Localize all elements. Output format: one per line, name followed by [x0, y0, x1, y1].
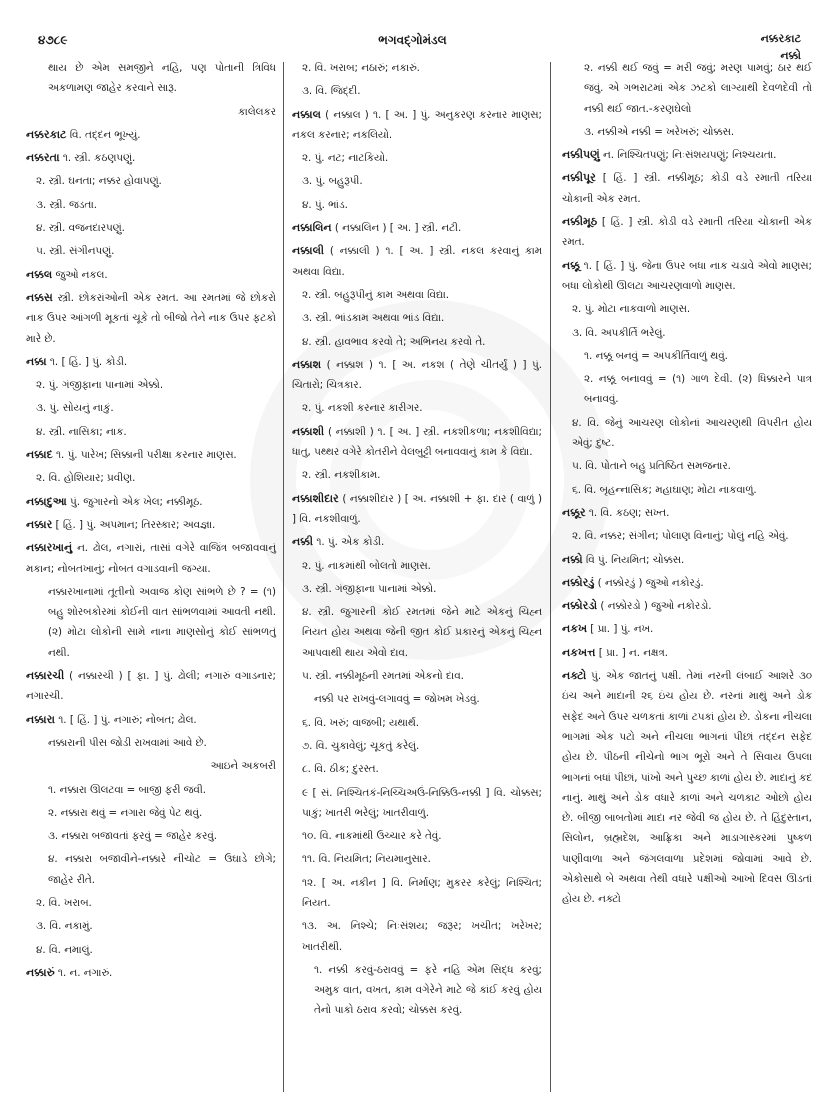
definition-text: ૬. વિ. બૃહન્નાસિક; મહાઘાણ; મોટા નાકવાળું. — [572, 483, 757, 496]
definition-text: ૨. નક્કી થઈ જવું = મરી જવું; મરણ પામવું; ઠાર થઈ જવું. એ ગભરાટમાં એક ઝટકો લાગ્યાથી દેવળદેવી તો નક્કી થઈ જાત.-કરણઘેલો — [584, 62, 812, 115]
headword: નક્ટો — [562, 669, 587, 683]
definition-text: ૧. વિ. કઠણ; સખ્ત. — [585, 506, 670, 519]
column-divider — [550, 62, 551, 1092]
entry-sense — [292, 916, 542, 957]
entry-sense — [26, 849, 276, 890]
dictionary-entry — [26, 538, 276, 579]
dictionary-entry — [562, 550, 812, 570]
entry-sense — [26, 756, 276, 776]
definition-text: [ પ્રા. ] ન. નક્ષત્ર. — [595, 646, 668, 659]
definition-text: ૩. વિ. અપકીર્તિ ભરેલું. — [572, 326, 666, 339]
dictionary-entry — [562, 256, 812, 297]
definition-text: ૩. સ્ત્રી. જડતા. — [36, 198, 98, 211]
definition-text: ૪. પું. ભાંડ. — [302, 198, 348, 211]
entry-sense — [26, 171, 276, 191]
entry-sense — [562, 323, 812, 343]
definition-text: [ હિં. ] સ્ત્રી. કોડી વડે રમાતી તરિયા ચોકાની એક રમત. — [562, 216, 812, 249]
column-1 — [26, 58, 276, 986]
dictionary-entry — [26, 265, 276, 285]
column-divider — [283, 62, 284, 1092]
definition-text: ૧. પું. પારેખ; સિક્કાની પરીક્ષા કરનાર માણસ. — [52, 449, 237, 462]
definition-text: ૫. સ્ત્રી. સંગીનપણું. — [36, 245, 115, 258]
definition-text: ૧. [ હિં. ] પું. નગારું; નોબત; ઢોલ. — [54, 713, 197, 726]
headword: નક્કરકાટ — [26, 127, 67, 141]
entry-sense — [292, 826, 542, 846]
definition-text: ૧. પું. એક કોડી. — [313, 536, 385, 549]
dictionary-entry — [562, 596, 812, 616]
entry-sense — [562, 122, 812, 142]
headword: નક્કીપણું — [562, 148, 600, 162]
definition-text: વિ. તદ્દન ભૂખ્યું. — [66, 128, 141, 141]
definition-text: ૩. નક્કારા બજાવતાં ફરવું = જાહેર કરવું. — [48, 830, 218, 843]
entry-sense — [292, 398, 542, 418]
definition-text: નક્કારખાનામાં તૂતીનો અવાજ કોણ સાંભળે છે ? = (૧) બહુ શોરબકોરમાં કોઈની વાત સાંભળવામાં આવતી નથી. (૨) મોટા લોકોની સામે નાના માણસોનું કોઈ સાંભળતું નથી. — [48, 585, 276, 659]
dictionary-entry — [26, 710, 276, 730]
headword: નક્કા — [26, 354, 47, 368]
entry-sense — [292, 736, 542, 756]
headword: નક્કાશ — [292, 357, 322, 371]
headword: નક્કાદુઆ — [26, 494, 67, 508]
dictionary-entry — [26, 352, 276, 372]
page-number: ૪૭૮૯ — [38, 33, 68, 47]
entry-sense — [26, 733, 276, 753]
definition-text: ૨. સ્ત્રી. નકશીકામ. — [302, 469, 381, 482]
definition-text: [ હિં. ] પું. અપમાન; તિરસ્કાર; અવજ્ઞા. — [52, 518, 216, 531]
definition-text: ૨. પું. ગંજીફાના પાનામાં એક્કો. — [36, 379, 164, 392]
entry-sense — [292, 849, 542, 869]
definition-text: ( નક્કાલ ) ૧. [ અ. ] પું. અનુકરણ કરનાર માણસ; નકલ કરનાર; નકલિયો. — [292, 108, 542, 141]
dictionary-entry — [26, 492, 276, 512]
definition-text: ૧. નક્કૂ બનવું = અપકીર્તિવાળું થવું. — [584, 349, 728, 362]
definition-text: ( નક્કારચી ) [ ફા. ] પું. ઢોલી; નગારું વગાડનાર; નગારચી. — [26, 670, 276, 703]
definition-text: ૧. નક્કી કરવું-ઠરાવવું = ફરે નહિ એમ સિદ્ધ કરવું; અમુક વાત, વખત, કામ વગેરેને માટે જે કાંઈ કરવું હોય તેનો પાકો ઠરાવ કરવો; ચોક્કસ કરવું. — [314, 963, 542, 1017]
entry-sense — [292, 81, 542, 101]
entry-sense — [562, 480, 812, 500]
definition-text: ૧. સ્ત્રી. કઠણપણું. — [59, 152, 136, 165]
dictionary-entry — [292, 422, 542, 463]
entry-sense — [292, 148, 542, 168]
headword: નક્કો — [562, 552, 583, 566]
definition-text: ૭. વિ. ચુકાવેલું; ચૂકતું કરેલું. — [302, 739, 420, 752]
dictionary-entry — [562, 666, 812, 910]
definition-text: ૨. પું. નટ; નાટકિયો. — [302, 152, 389, 165]
entry-sense — [562, 456, 812, 476]
column-3 — [562, 58, 812, 913]
dictionary-entry — [292, 241, 542, 282]
definition-text: ૧૦. વિ. નાકમાંથી ઉચ્ચાર કરે તેવું. — [302, 830, 442, 843]
definition-text: [ હિં. ] સ્ત્રી. નક્કીમૂઠ; કોડી વડે રમાતી તરિયા ચોકાની એક રમત. — [562, 172, 812, 205]
definition-text: ( નક્કાશ ) ૧. [ અ. નકશ ( તેણે ચીતર્યું ) ] પું. ચિતારો; ચિત્રકાર. — [292, 358, 542, 392]
definition-text: ન. નિશ્ચિતપણું; નિઃસંશયપણું; નિશ્ચયતા. — [599, 149, 777, 162]
entry-sense — [26, 58, 276, 99]
headword: નક્કસ — [26, 290, 53, 304]
entry-sense — [26, 940, 276, 960]
headword: નક્કારખાનું — [26, 541, 73, 555]
definition-text: ૫. સ્ત્રી. નક્કીમૂઠની રમતમાં એકનો દાવ. — [302, 670, 464, 683]
column-2 — [292, 58, 542, 1024]
dictionary-entry — [292, 355, 542, 396]
headword: નકખત્ત — [562, 645, 596, 659]
dictionary-entry — [292, 218, 542, 238]
entry-sense — [26, 375, 276, 395]
headword: નક્કારા — [26, 712, 55, 726]
definition-text: ૨. સ્ત્રી. બહુરૂપીનું કામ અથવા વિદ્યા. — [302, 288, 450, 301]
entry-sense — [26, 102, 276, 122]
entry-sense — [26, 893, 276, 913]
entry-sense — [562, 413, 812, 454]
definition-text: ( નક્કાશીદાર ) [ અ. નક્કાશી + ફા. દાર ( વાળું ) ] વિ. નકશીવાળું. — [292, 492, 542, 525]
entry-sense — [26, 582, 276, 663]
dictionary-entry — [26, 125, 276, 145]
dictionary-entry — [292, 105, 542, 146]
definition-text: કાલેલકર — [238, 105, 276, 118]
entry-sense — [292, 602, 542, 663]
definition-text: ૩. વિ. નકામું. — [36, 920, 93, 933]
definition-text: સ્ત્રી. છોકરાંઓની એક રમત. આ રમતમાં જે છોકરો નાક ઉપર આંગળી મૂકતાં ચૂકે તો બીજો તેને નાક ઉપર ફટકો મારે છે. — [26, 291, 276, 345]
definition-text: નક્કારાની પીસ જોડી રાખવામાં આવે છે. — [48, 736, 207, 749]
definition-text: ૪. સ્ત્રી. જુગારની કોઈ રમતમાં જેને માટે એકનું ચિહ્ન નિયત હોય અથવા જેની જીત કોઈ પ્રકારનું એકનું ચિહ્ન આપવાથી થાય એવો દાવ. — [302, 606, 542, 659]
definition-text: પું. જુગારનો એક ખેલ; નક્કીમૂઠ. — [66, 495, 203, 508]
headword: નક્કાશી — [292, 424, 325, 438]
headword: નક્કીમૂઠ — [562, 215, 598, 229]
page-header — [0, 0, 825, 62]
definition-text: ૨. સ્ત્રી. ઘનતા; નક્કર હોવાપણું. — [36, 175, 162, 188]
definition-text: આઇને અકબરી — [210, 760, 276, 773]
definition-text: ( નક્કાશી ) ૧. [ અ. ] સ્ત્રી. નકશીકળા; નકશીવિદ્યા; ધાતુ, પથ્થર વગેરે કોતરીને વેલબુટ્ટી બનાવવાનું કામ કે વિદ્યા. — [292, 425, 542, 459]
dictionary-entry — [26, 288, 276, 349]
headword: નક્કાલી — [292, 244, 325, 258]
dictionary-entry — [562, 212, 812, 253]
definition-text: ન. ઢોલ, નગારાં, તાસાં વગેરે વાજિંત્ર બજાવવાનું મકાન; નોબતખાનું; નોબત વગાડવાની જગ્યા. — [26, 542, 276, 575]
entry-sense — [26, 218, 276, 238]
entry-sense — [26, 398, 276, 418]
headword: નક્કૂ — [562, 258, 580, 272]
headword: નક્કાલ — [292, 107, 321, 121]
headword: નકખ — [562, 622, 588, 636]
definition-text: ૨. વિ. નક્કર; સંગીન; પોલાણ વિનાનું; પોલું નહિ એવું. — [572, 530, 789, 543]
definition-text: ૫. વિ. પોતાને બહુ પ્રતિષ્ઠિત સમજનાર. — [572, 460, 731, 473]
headword: નક્કરતા — [26, 151, 60, 165]
definition-text: ૨. વિ. ખરાબ. — [36, 896, 92, 909]
definition-text: ( નક્કાલિન ) [ અ. ] સ્ત્રી. નટી. — [331, 222, 462, 235]
definition-text: ૩. પું. બહુરૂપી. — [302, 175, 363, 188]
definition-text: ૪. નક્કારા બજાવીને-નક્કારે નીચોટ = ઉઘાડે છોગે; જાહેર રીતે. — [48, 853, 276, 886]
entry-sense — [292, 783, 542, 824]
entry-sense — [562, 346, 812, 366]
headword: નક્કારું — [26, 965, 55, 979]
definition-text: ૧૩. અ. નિશ્ચે; નિઃસંશય; જરૂર; ખચીત; ખરેખર; ખાતરીથી. — [302, 920, 542, 953]
definition-text: ( નક્કાલી ) ૧. [ અ. ] સ્ત્રી. નકલ કરવાનું કામ અથવા વિદ્યા. — [292, 245, 542, 278]
entry-sense — [26, 422, 276, 442]
entry-sense — [292, 308, 542, 328]
dictionary-entry — [26, 963, 276, 983]
entry-sense — [26, 241, 276, 261]
definition-text: ૨. નક્કૂ બનાવવું = (૧) ગાળ દેવી. (૨) ધિક્કારને પાત્ર બનાવવું. — [584, 373, 812, 406]
guide-word-last: નક્કો — [780, 49, 801, 62]
definition-text: ૧. નક્કારા ઊલટવા = બાજી ફરી જવી. — [48, 783, 207, 796]
entry-sense — [562, 369, 812, 410]
headword: નક્કાલિન — [292, 221, 332, 235]
definition-text: ૧૧. વિ. નિયમિત; નિયમાનુસાર. — [302, 853, 431, 866]
definition-text: ૨. વિ. ખરાબ; નઠારું; નકારું. — [302, 62, 420, 74]
definition-text: ૨. પું. નાકમાંથી બોલતો માણસ. — [302, 559, 431, 572]
definition-text: ૩. પું. સોયનું નાકું. — [36, 402, 114, 415]
dictionary-entry — [562, 503, 812, 523]
dictionary-entry — [26, 666, 276, 707]
definition-text: જુઓ નકલ. — [52, 268, 108, 281]
entry-sense — [26, 468, 276, 488]
definition-text: ૨. નક્કારા થવું = નગારા જેવું પેટ થવું. — [48, 806, 203, 819]
entry-sense — [292, 171, 542, 191]
entry-sense — [292, 689, 542, 709]
definition-text: [ પ્રા. ] પું. નખ. — [587, 623, 654, 636]
definition-text: થાય છે એમ સમજીને નહિ, પણ પોતાની ત્રિવિધ અકળામણ જાહેર કરવાને સારૂ. — [48, 62, 276, 95]
definition-text: ૪. વિ. નમાલું. — [36, 943, 93, 956]
headword: નક્કોરડો — [562, 599, 598, 613]
headword: નક્કાશીદાર — [292, 491, 339, 505]
entry-sense — [292, 960, 542, 1021]
definition-text: ૮. વિ. ઠીક; દુરસ્ત. — [302, 763, 379, 776]
definition-text: ( નક્કોરડો ) જુઓ નકોરડો. — [597, 600, 712, 613]
definition-text: ૪. સ્ત્રી. નાસિકા; નાક. — [36, 425, 127, 438]
definition-text: ૪. સ્ત્રી. વજનદારપણું. — [36, 222, 125, 235]
entry-sense — [292, 58, 542, 78]
dictionary-entry — [292, 489, 542, 530]
dictionary-entry — [562, 145, 812, 165]
entry-sense — [292, 579, 542, 599]
guide-word-first: નક્કરકાટ — [760, 32, 801, 45]
entry-sense — [292, 332, 542, 352]
definition-text: ૧. [ હિં. ] પું. જેના ઉપર બધા નાક ચડાવે એવો માણસ; બધા લોકોથી ઊલટા આચરણવાળો માણસ. — [562, 259, 812, 292]
definition-text: નક્કી પર રાખવું-લગાવવું = જોખમ ખેડવું. — [314, 693, 480, 706]
headword: નક્કૂર — [562, 505, 586, 519]
entry-sense — [292, 666, 542, 686]
dictionary-entry — [562, 619, 812, 639]
definition-text: ૧૨. [ અ. નકીન ] વિ. નિર્માણ; મુકરર કરેલું; નિશ્ચિત; નિયત. — [302, 876, 542, 909]
entry-sense — [292, 873, 542, 914]
entry-sense — [26, 780, 276, 800]
definition-text: ૧. [ હિં. ] પું. કોડી. — [46, 355, 128, 368]
dictionary-entry — [562, 643, 812, 663]
headword: નક્કોરડું — [562, 575, 595, 589]
definition-text: ૧. ન. નગારું. — [54, 966, 113, 979]
entry-sense — [26, 195, 276, 215]
entry-sense — [562, 526, 812, 546]
entry-sense — [292, 195, 542, 215]
definition-text: ૨. પું. મોટા નાકવાળો માણસ. — [572, 303, 691, 316]
dictionary-entry — [26, 445, 276, 465]
entry-sense — [26, 916, 276, 936]
headword: નક્કારચી — [26, 669, 65, 683]
definition-text: ( નક્કોરડું ) જુઓ નકોરડું. — [594, 576, 704, 589]
entry-sense — [26, 803, 276, 823]
headword: નક્કાદ — [26, 448, 53, 462]
definition-text: વિ પું. નિયમિત; ચોક્કસ. — [582, 553, 685, 566]
page-title: ભગવદ્ગોમંડલ — [378, 33, 447, 47]
definition-text: ૩. વિ. જિદ્દી. — [302, 85, 361, 98]
dictionary-entry — [562, 168, 812, 209]
definition-text: ૩. સ્ત્રી. ગંજીફાના પાનામાં એક્કો. — [302, 582, 437, 595]
definition-text: ૩. નક્કીએ નક્કી = ખરેખરું; ચોક્કસ. — [584, 125, 735, 138]
dictionary-entry — [26, 515, 276, 535]
entry-sense — [562, 58, 812, 119]
definition-text: ૪. વિ. જેનું આચરણ લોકોનાં આચરણથી વિપરીત હોય એવું; દુષ્ટ. — [572, 416, 812, 450]
headword: નક્કીપૂર — [562, 171, 596, 185]
entry-sense — [292, 713, 542, 733]
entry-sense — [292, 759, 542, 779]
definition-text: પું. એક જાતનું પક્ષી. તેમાં નરની લંબાઈ આશરે ૩૦ ઇંચ અને માદાની ૨૬ ઇંચ હોય છે. નરનાં માથું અને ડોક સફેદ અને ઉપર ચળકતાં કાળાં ટપકાં હોય છે. ડોકના નીચલા ભાગમાં એક પટો અને નીચલા ભાગનાં પીછાં તદ્દન સફેદ હોય છે. પીઠની નીચેનો ભાગ ભૂરો અને તે સિવાય ઉપલા ભાગનાં બધાં પીછાં, પાંખો અને પુચ્છ કાળાં હોય છે. માદાનું કદ નાનું. માથું અને ડોક વધારે કાળાં અને ચળકાટ ઓછો હોય છે. બીજી બાબતોમાં માદા નર જેવી જ હોય છે. તે હિંદુસ્તાન, સિલોન, બ્રહ્મદેશ, આફ્રિકા અને માડાગાસ્કરમાં પુષ્કળ પાણીવાળા અને જંગલવાળા પ્રદેશમાં જોવામાં આવે છે. એકોસાથે બે અથવા તેથી વધારે પક્ષીઓ આખો દિવસ ઊડતાં હોય છે. નક્ટો — [562, 670, 812, 906]
entry-sense — [292, 285, 542, 305]
definition-text: ૬. વિ. ખરું; વાજબી; યથાર્થ. — [302, 716, 420, 729]
definition-text: ૨. પું. નકશી કરનાર કારીગર. — [302, 402, 423, 415]
entry-sense — [26, 826, 276, 846]
entry-sense — [292, 465, 542, 485]
definition-text: ૩. સ્ત્રી. ભાંડકામ અથવા ભાંડ વિદ્યા. — [302, 312, 445, 325]
headword: નક્કલ — [26, 267, 53, 281]
dictionary-entry — [562, 573, 812, 593]
entry-sense — [292, 556, 542, 576]
definition-text: ૨. વિ. હોશિયાર; પ્રવીણ. — [36, 472, 136, 485]
definition-text: ૪. સ્ત્રી. હાવભાવ કરવો તે; અભિનય કરવો તે. — [302, 335, 486, 348]
definition-text: ૯ [ સં. નિશ્ચિતકં-નિચ્ચિઅઉં-નિક્કિઉ-નક્કી ] વિ. ચોક્કસ; પાકું; ખાતરી ભરેલું; ખાતરીવાળું. — [302, 786, 542, 819]
dictionary-entry — [26, 148, 276, 168]
headword: નક્કાર — [26, 517, 53, 531]
entry-sense — [562, 299, 812, 319]
headword: નક્કી — [292, 535, 314, 549]
dictionary-entry — [292, 532, 542, 552]
